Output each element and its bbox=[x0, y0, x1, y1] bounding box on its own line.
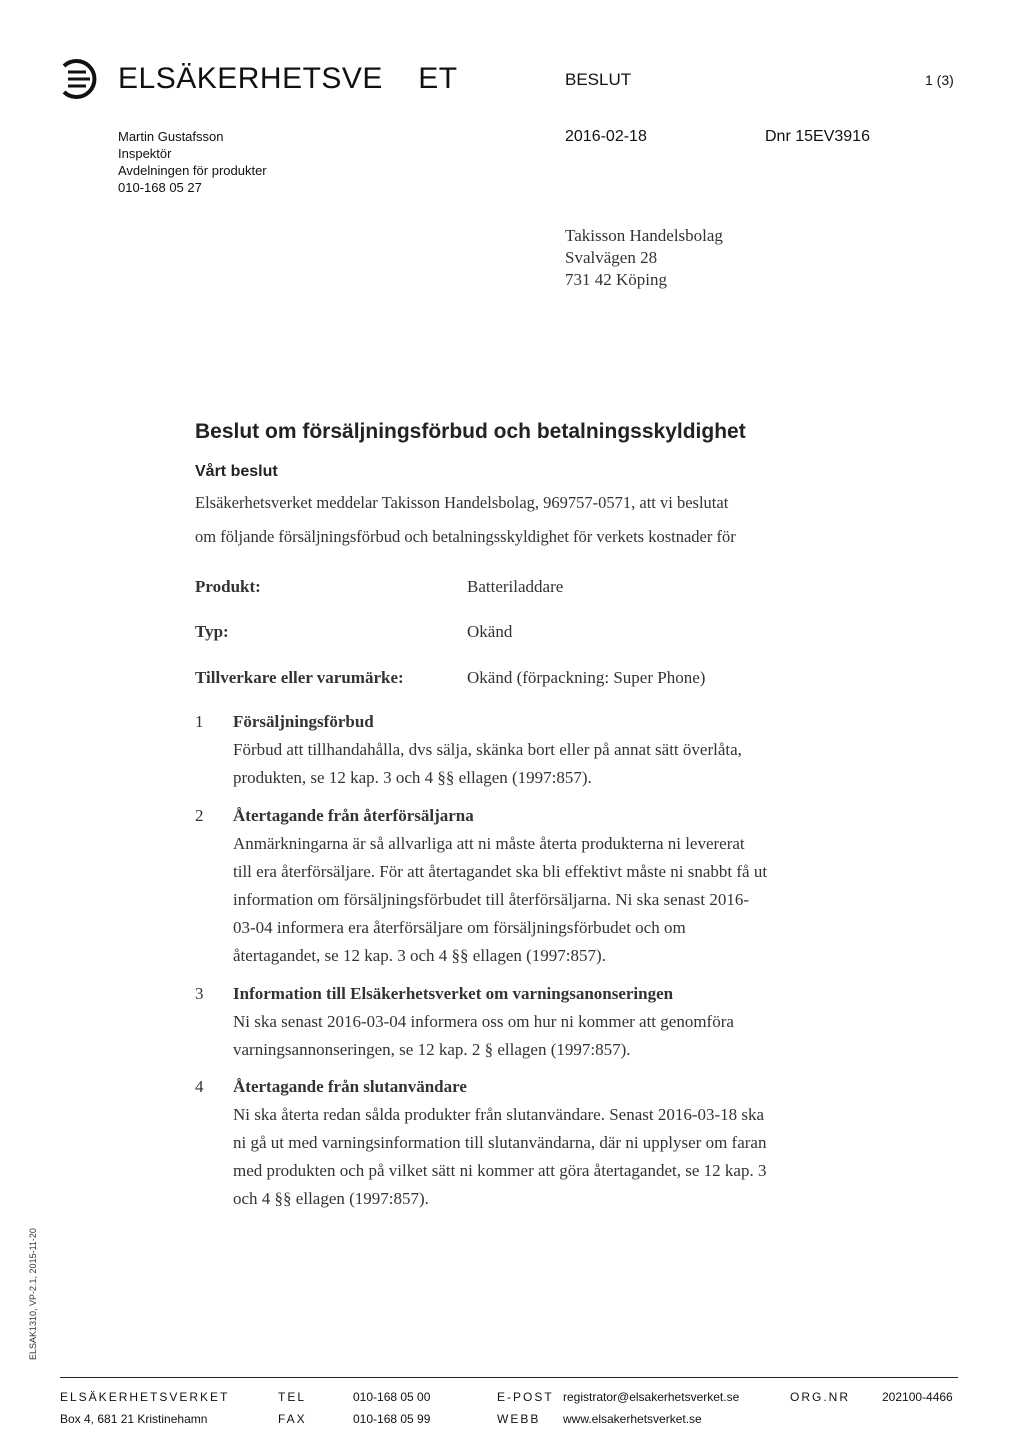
intro-line: Elsäkerhetsverket meddelar Takisson Handelsbolag, 969757-0571, att vi beslutat bbox=[195, 493, 729, 512]
item-text-line: varningsannonseringen, se 12 kap. 2 § ellagen (1997:857). bbox=[233, 1040, 631, 1059]
footer-address: Box 4, 681 21 Kristinehamn bbox=[60, 1412, 208, 1426]
item-text-line: 03-04 informera era återförsäljare om försäljningsförbudet och om bbox=[233, 918, 686, 937]
item-text-line: återtagandet, se 12 kap. 3 och 4 §§ ellagen (1997:857). bbox=[233, 946, 606, 965]
recipient-name: Takisson Handelsbolag bbox=[565, 226, 723, 245]
section-heading: Vårt beslut bbox=[195, 463, 278, 480]
footer-email-label: E-POST bbox=[497, 1390, 554, 1404]
item-text-line: till era återförsäljare. För att återtagandet ska bli effektivt måste ni snabbt få ut bbox=[233, 862, 768, 881]
item-number: 3 bbox=[195, 984, 204, 1003]
document-date: 2016-02-18 bbox=[565, 128, 647, 145]
item-text-line: produkten, se 12 kap. 3 och 4 §§ ellagen (1997:857). bbox=[233, 768, 592, 787]
recipient-city: 731 42 Köping bbox=[565, 270, 667, 289]
item-number: 4 bbox=[195, 1077, 204, 1096]
footer-orgnr: 202100-4466 bbox=[882, 1390, 953, 1404]
footer-email: registrator@elsakerhetsverket.se bbox=[563, 1390, 740, 1404]
form-code: ELSAK1310, VP-2.1, 2015-11-20 bbox=[28, 1228, 38, 1360]
document-type: BESLUT bbox=[565, 70, 632, 89]
item-text-line: Anmärkningarna är så allvarliga att ni måste återta produkterna ni levererat bbox=[233, 834, 745, 853]
manufacturer-label: Tillverkare eller varumärke: bbox=[195, 668, 404, 687]
footer-fax: 010-168 05 99 bbox=[353, 1412, 431, 1426]
item-text-line: Förbud att tillhandahålla, dvs sälja, skänka bort eller på annat sätt överlåta, bbox=[233, 740, 742, 759]
item-text-line: information om försäljningsförbudet till återförsäljarna. Ni ska senast 2016- bbox=[233, 890, 750, 909]
footer-web: www.elsakerhetsverket.se bbox=[563, 1412, 702, 1426]
footer-fax-label: FAX bbox=[278, 1412, 307, 1426]
footer-tel-label: TEL bbox=[278, 1390, 307, 1404]
page-number: 1 (3) bbox=[925, 72, 954, 88]
item-text-line: ni gå ut med varningsinformation till slutanvändarna, där ni upplyser om faran bbox=[233, 1133, 767, 1152]
manufacturer-value: Okänd (förpackning: Super Phone) bbox=[467, 668, 706, 687]
sender-name: Martin Gustafsson bbox=[118, 129, 224, 144]
item-text-line: Ni ska återta redan sålda produkter från slutanvändare. Senast 2016-03-18 ska bbox=[233, 1105, 765, 1124]
item-title: Information till Elsäkerhetsverket om varningsanonseringen bbox=[233, 984, 674, 1003]
recipient-street: Svalvägen 28 bbox=[565, 248, 658, 267]
product-value: Batteriladdare bbox=[467, 577, 564, 596]
sender-phone: 010-168 05 27 bbox=[118, 180, 202, 195]
footer-orgnr-label: ORG.NR bbox=[790, 1390, 850, 1404]
item-text-line: med produkten och på vilket sätt ni kommer att göra återtagandet, se 12 kap. 3 bbox=[233, 1161, 767, 1180]
document-title: Beslut om försäljningsförbud och betalningsskyldighet bbox=[195, 420, 746, 443]
type-label: Typ: bbox=[195, 622, 229, 641]
item-text-line: Ni ska senast 2016-03-04 informera oss om hur ni kommer att genomföra bbox=[233, 1012, 734, 1031]
sender-title: Inspektör bbox=[118, 146, 172, 161]
item-title: Återtagande från slutanvändare bbox=[233, 1077, 467, 1096]
item-text-line: och 4 §§ ellagen (1997:857). bbox=[233, 1189, 429, 1208]
elsakerhetsverket-logo-icon bbox=[56, 56, 102, 102]
product-label: Produkt: bbox=[195, 577, 261, 596]
footer-org: ELSÄKERHETSVERKET bbox=[60, 1390, 230, 1404]
footer-divider bbox=[60, 1377, 958, 1378]
organization-name: ELSÄKERHETSVE ET bbox=[118, 62, 458, 95]
item-title: Återtagande från återförsäljarna bbox=[233, 806, 474, 825]
item-title: Försäljningsförbud bbox=[233, 712, 374, 731]
document-reference: Dnr 15EV3916 bbox=[765, 128, 870, 145]
sender-department: Avdelningen för produkter bbox=[118, 163, 267, 178]
intro-line: om följande försäljningsförbud och betalningsskyldighet för verkets kostnader för bbox=[195, 527, 736, 546]
type-value: Okänd bbox=[467, 622, 513, 641]
item-number: 2 bbox=[195, 806, 204, 825]
footer-web-label: WEBB bbox=[497, 1412, 541, 1426]
item-number: 1 bbox=[195, 712, 204, 731]
footer-tel: 010-168 05 00 bbox=[353, 1390, 431, 1404]
